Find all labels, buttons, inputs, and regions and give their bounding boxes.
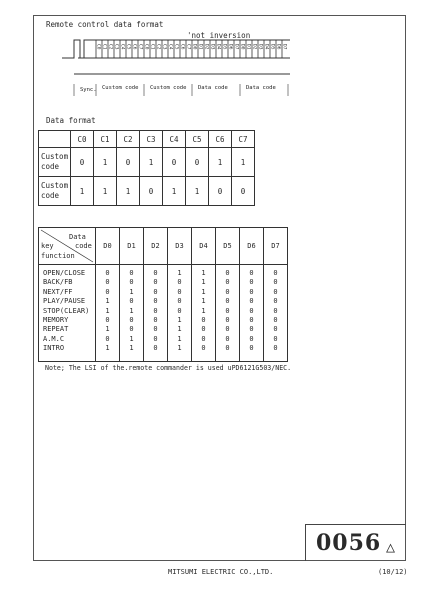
- key-function-name: NEXT/FF: [43, 287, 73, 296]
- bit-label: C4: [119, 44, 125, 50]
- column-header: D4: [192, 228, 216, 265]
- table-cell: 0: [225, 278, 230, 287]
- table-cell: 0: [153, 297, 158, 306]
- segment-data-code-1: Data code: [198, 85, 228, 91]
- bit-label: D3: [257, 44, 263, 50]
- table-cell: 1: [140, 148, 163, 177]
- table-cell: 0: [105, 334, 110, 343]
- table-cell: 0: [201, 315, 206, 324]
- key-function-name: REPEAT: [43, 325, 69, 334]
- table-cell: 0: [249, 344, 254, 353]
- table-row: [39, 148, 255, 177]
- table-cell: 0: [153, 315, 158, 324]
- table-cell: 0: [249, 269, 254, 277]
- column-values: [192, 265, 216, 362]
- table-cell: 0: [273, 297, 278, 306]
- document-number: 0056: [316, 530, 382, 556]
- table-cell: 1: [117, 177, 140, 206]
- table-cell: 1: [201, 297, 206, 306]
- bit-label: C2: [155, 44, 161, 50]
- column-values: [240, 265, 264, 362]
- table-cell: 0: [129, 297, 134, 306]
- section-title: Remote control data format: [46, 20, 164, 29]
- bit-label: C1: [149, 44, 155, 50]
- table-cell: 0: [153, 344, 158, 353]
- column-header: C7: [232, 131, 255, 148]
- table-cell: 0: [273, 287, 278, 296]
- column-values: [96, 265, 120, 362]
- bit-label: C7: [185, 44, 191, 50]
- bit-label: C1: [101, 44, 107, 50]
- diagonal-header-cell: [39, 228, 96, 265]
- bit-label: C3: [161, 44, 167, 50]
- table-cell: 0: [153, 269, 158, 277]
- key-function-name: OPEN/CLOSE: [43, 269, 86, 277]
- bit-label: C6: [131, 44, 137, 50]
- table-cell: 1: [201, 287, 206, 296]
- table-cell: 1: [129, 344, 134, 353]
- inversion-note: 'not inversion: [187, 31, 251, 40]
- revision-triangle: △: [386, 538, 396, 556]
- header-code: code: [75, 242, 92, 250]
- key-function-name: PLAY/PAUSE: [43, 297, 86, 306]
- table-cell: 1: [177, 344, 182, 353]
- table-cell: 0: [153, 287, 158, 296]
- table-cell: 0: [129, 315, 134, 324]
- table-cell: 0: [249, 334, 254, 343]
- bit-label: D2: [251, 44, 257, 50]
- bit-label: D2: [203, 44, 209, 50]
- table-cell: 1: [129, 306, 134, 315]
- bit-label: D0: [191, 44, 197, 50]
- table-cell: 0: [201, 334, 206, 343]
- table-cell: 0: [177, 278, 182, 287]
- table-cell: 0: [209, 177, 232, 206]
- table-cell: 0: [153, 278, 158, 287]
- bit-label: D1: [197, 44, 203, 50]
- table-cell: 1: [105, 297, 110, 306]
- table-cell: 0: [225, 325, 230, 334]
- segment-custom-code-2: Custom code: [150, 85, 187, 91]
- column-header: D6: [240, 228, 264, 265]
- table-cell: 0: [153, 306, 158, 315]
- company-name: MITSUMI ELECTRIC CO.,LTD.: [168, 568, 274, 576]
- row-label: Custom code: [39, 148, 71, 177]
- table-cell: 0: [225, 297, 230, 306]
- column-header: C5: [186, 131, 209, 148]
- table-cell: 0: [273, 306, 278, 315]
- column-header: D2: [144, 228, 168, 265]
- table-cell: 0: [273, 315, 278, 324]
- table-cell: 0: [71, 148, 94, 177]
- table-cell: 0: [225, 334, 230, 343]
- table-cell: 0: [249, 278, 254, 287]
- key-function-name: BACK/FB: [43, 278, 73, 287]
- table-cell: 1: [177, 334, 182, 343]
- table-cell: 0: [177, 287, 182, 296]
- key-function-name: MEMORY: [43, 315, 69, 324]
- page-number: (10/12): [378, 568, 408, 576]
- table-cell: 1: [94, 148, 117, 177]
- table-cell: 0: [225, 269, 230, 277]
- table-cell: 0: [140, 177, 163, 206]
- table-cell: 0: [129, 278, 134, 287]
- bit-label: C5: [173, 44, 179, 50]
- bit-label: C4: [167, 44, 173, 50]
- timing-diagram: [60, 38, 300, 100]
- column-values: [120, 265, 144, 362]
- bit-label: D4: [215, 44, 221, 50]
- bit-label: D7: [281, 44, 287, 50]
- table-cell: 0: [225, 306, 230, 315]
- table-cell: 0: [249, 315, 254, 324]
- bit-label: C5: [125, 44, 131, 50]
- table-cell: 0: [273, 269, 278, 277]
- table-cell: 1: [177, 325, 182, 334]
- segment-custom-code-1: Custom code: [102, 85, 139, 91]
- table-cell: 1: [71, 177, 94, 206]
- table-cell: 1: [94, 177, 117, 206]
- bit-label: D1: [245, 44, 251, 50]
- table-cell: 0: [129, 269, 134, 277]
- table-header-row: [39, 228, 288, 265]
- column-header: C1: [94, 131, 117, 148]
- column-header: C2: [117, 131, 140, 148]
- table-cell: 0: [273, 278, 278, 287]
- table-cell: 1: [201, 306, 206, 315]
- row-label: Custom code: [39, 177, 71, 206]
- column-header: C0: [71, 131, 94, 148]
- table-cell: 0: [163, 148, 186, 177]
- key-function-name: A.M.C: [43, 334, 65, 343]
- bit-label: D6: [227, 44, 233, 50]
- table-cell: 0: [225, 287, 230, 296]
- table-cell: 0: [105, 315, 110, 324]
- table-body-row: [39, 265, 288, 362]
- table-cell: 0: [177, 297, 182, 306]
- bit-label: D7: [233, 44, 239, 50]
- key-function-name: INTRO: [43, 344, 65, 353]
- table-cell: 1: [105, 344, 110, 353]
- table-cell: 0: [177, 306, 182, 315]
- header-key: key: [41, 242, 54, 250]
- table-cell: 0: [105, 287, 110, 296]
- column-header: D1: [120, 228, 144, 265]
- table-cell: 0: [225, 344, 230, 353]
- bit-label: D6: [275, 44, 281, 50]
- column-header: C4: [163, 131, 186, 148]
- data-format-label: Data format: [46, 116, 96, 125]
- key-function-name: STOP(CLEAR): [43, 306, 90, 315]
- table-cell: 0: [249, 297, 254, 306]
- table-cell: 1: [177, 315, 182, 324]
- table-cell: 0: [273, 344, 278, 353]
- column-values: [216, 265, 240, 362]
- header-function: function: [41, 252, 75, 260]
- table-cell: 1: [105, 306, 110, 315]
- column-header: D3: [168, 228, 192, 265]
- table-cell: 0: [249, 306, 254, 315]
- segment-data-code-2: Data code: [246, 85, 276, 91]
- column-values: [144, 265, 168, 362]
- table-cell: 0: [232, 177, 255, 206]
- table-cell: 1: [177, 269, 182, 277]
- table-row: [39, 177, 255, 206]
- table-cell: 1: [201, 269, 206, 277]
- table-cell: 1: [232, 148, 255, 177]
- table-cell: 0: [105, 278, 110, 287]
- table-cell: 0: [186, 148, 209, 177]
- table-cell: 1: [129, 334, 134, 343]
- column-header: D0: [96, 228, 120, 265]
- bit-label: C2: [107, 44, 113, 50]
- table-cell: 0: [105, 269, 110, 277]
- column-values: [264, 265, 288, 362]
- table-cell: 1: [209, 148, 232, 177]
- column-header: C6: [209, 131, 232, 148]
- table-cell: 1: [129, 287, 134, 296]
- table-cell: 1: [186, 177, 209, 206]
- sync-label: Sync.: [80, 87, 97, 93]
- table-cell: 0: [273, 334, 278, 343]
- table-cell: 0: [201, 325, 206, 334]
- key-function-list: [39, 265, 96, 362]
- column-header: D5: [216, 228, 240, 265]
- key-function-table: [38, 227, 288, 362]
- bit-label: C3: [113, 44, 119, 50]
- table-cell: 0: [117, 148, 140, 177]
- table-header-row: [39, 131, 255, 148]
- bit-label: D3: [209, 44, 215, 50]
- bit-label: C0: [143, 44, 149, 50]
- table-cell: 0: [249, 287, 254, 296]
- column-values: [168, 265, 192, 362]
- table-cell: 1: [201, 278, 206, 287]
- column-header: C3: [140, 131, 163, 148]
- bit-label: D5: [269, 44, 275, 50]
- table-cell: 0: [273, 325, 278, 334]
- bit-label: D5: [221, 44, 227, 50]
- header-data: Data: [69, 233, 86, 241]
- table-cell: 1: [163, 177, 186, 206]
- table-cell: 0: [153, 325, 158, 334]
- table-cell: 0: [201, 344, 206, 353]
- lsi-note: Note; The LSI of the.remote commander is used uPD6121G503/NEC.: [45, 364, 292, 372]
- bit-label: C0: [95, 44, 101, 50]
- bit-label: D4: [263, 44, 269, 50]
- bit-label: C7: [137, 44, 143, 50]
- column-header: D7: [264, 228, 288, 265]
- table-cell: 0: [249, 325, 254, 334]
- table-cell: 0: [225, 315, 230, 324]
- data-format-table: [38, 130, 255, 206]
- table-cell: 0: [153, 334, 158, 343]
- table-cell: 0: [129, 325, 134, 334]
- bit-label: D0: [239, 44, 245, 50]
- bit-label: C6: [179, 44, 185, 50]
- table-cell: 1: [105, 325, 110, 334]
